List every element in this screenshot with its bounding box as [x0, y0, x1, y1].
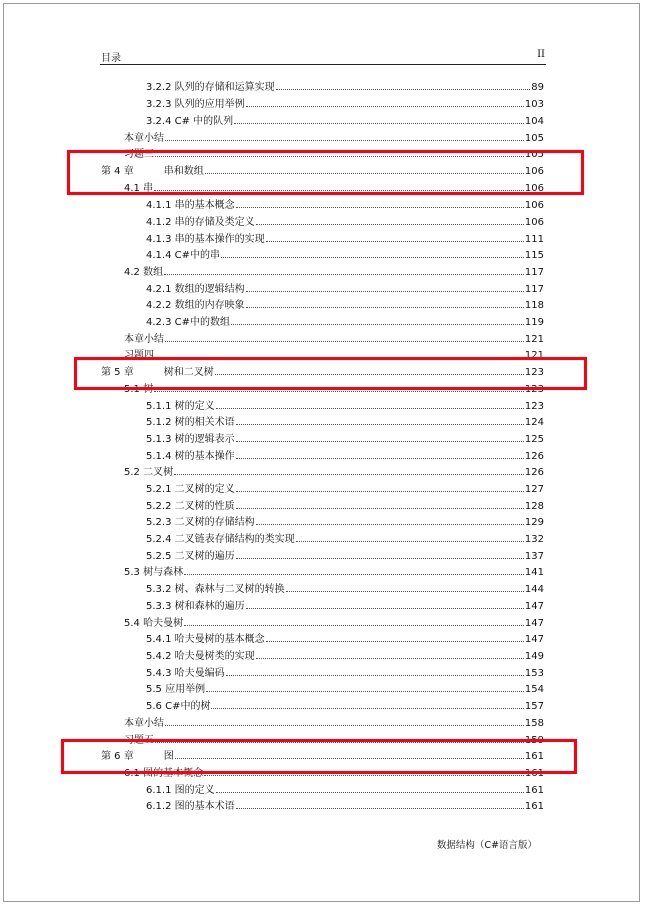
- toc-entry[interactable]: [146, 650, 544, 664]
- toc-entry[interactable]: [124, 266, 544, 280]
- toc-leader: [236, 423, 524, 425]
- toc-entry[interactable]: [146, 416, 544, 430]
- toc-entry-label: 5.2.1 二叉树的定义: [146, 484, 235, 495]
- toc-entry-page: 106: [524, 217, 544, 228]
- toc-entry-label: 4.1.4 C#中的串: [146, 250, 220, 261]
- toc-leader: [216, 407, 524, 409]
- toc-leader: [226, 674, 524, 676]
- toc-entry-label: 5.4.3 哈夫曼编码: [146, 668, 225, 679]
- toc-entry-label: 5.3.2 树、森林与二叉树的转换: [146, 584, 285, 595]
- toc-leader: [296, 540, 524, 542]
- toc-entry-label: 第 6 章 图: [101, 751, 174, 762]
- toc-entry-label: 4.1 串: [124, 183, 154, 194]
- toc-entry-page: 117: [524, 284, 544, 295]
- toc-entry-page: 149: [524, 651, 544, 662]
- toc-entry[interactable]: [146, 249, 544, 263]
- toc-leader: [236, 507, 524, 509]
- toc-entry-label: 5.6 C#中的树: [146, 701, 211, 712]
- toc-entry[interactable]: [146, 400, 544, 414]
- toc-entry[interactable]: [146, 800, 544, 814]
- toc-leader: [266, 240, 524, 242]
- toc-entry-label: 习题三: [124, 149, 154, 160]
- toc-leader: [236, 490, 524, 492]
- toc-entry[interactable]: [124, 466, 544, 480]
- toc-entry-label: 5.2 二叉树: [124, 467, 174, 478]
- toc-entry[interactable]: [146, 550, 544, 564]
- toc-entry-page: 104: [524, 116, 544, 127]
- toc-entry[interactable]: [146, 316, 544, 330]
- toc-entry-page: 105: [524, 133, 544, 144]
- toc-entry-page: 161: [524, 768, 544, 779]
- toc-entry-page: 121: [524, 350, 544, 361]
- toc-entry[interactable]: [146, 199, 544, 213]
- toc-entry[interactable]: [146, 500, 544, 514]
- toc-entry[interactable]: [146, 667, 544, 681]
- footer-book-title: 数据结构（C#语言版）: [436, 840, 537, 851]
- toc-entry-page: 158: [524, 718, 544, 729]
- toc-entry-page: 147: [524, 634, 544, 645]
- toc-leader: [165, 724, 524, 726]
- toc-entry-label: 5.1.1 树的定义: [146, 401, 215, 412]
- toc-entry[interactable]: [146, 98, 544, 112]
- toc-entry-label: 6.1.2 图的基本术语: [146, 801, 235, 812]
- toc-entry-label: 习题五: [124, 735, 154, 746]
- toc-entry-label: 5.2.3 二叉树的存储结构: [146, 517, 255, 528]
- toc-leader: [236, 440, 524, 442]
- toc-entry-page: 147: [524, 618, 544, 629]
- toc-entry-page: 123: [524, 401, 544, 412]
- toc-leader: [164, 273, 524, 275]
- toc-entry-label: 3.2.2 队列的存储和运算实现: [146, 82, 275, 93]
- toc-entry[interactable]: [124, 333, 544, 347]
- toc-entry-label: 4.2.3 C#中的数组: [146, 317, 230, 328]
- toc-entry[interactable]: [124, 717, 544, 731]
- toc-leader: [256, 657, 524, 659]
- toc-entry-page: 159: [524, 735, 544, 746]
- chapter-6-highlight-box: [61, 739, 577, 774]
- toc-entry-page: 111: [524, 234, 544, 245]
- toc-entry[interactable]: [146, 633, 544, 647]
- toc-entry-page: 118: [524, 300, 544, 311]
- toc-entry-page: 154: [524, 684, 544, 695]
- toc-entry-label: 6.1.1 图的定义: [146, 785, 215, 796]
- toc-leader: [206, 690, 524, 692]
- toc-leader: [236, 457, 524, 459]
- toc-entry-page: 115: [524, 250, 544, 261]
- toc-leader: [286, 590, 524, 592]
- toc-entry-label: 5.4.1 哈夫曼树的基本概念: [146, 634, 265, 645]
- toc-leader: [236, 807, 524, 809]
- toc-entry[interactable]: [124, 566, 544, 580]
- toc-entry[interactable]: [146, 433, 544, 447]
- toc-entry-label: 5.1.3 树的逻辑表示: [146, 434, 235, 445]
- toc-entry-label: 5.1.2 树的相关术语: [146, 417, 235, 428]
- toc-entry-label: 本章小结: [124, 334, 164, 345]
- toc-entry-label: 5.3.3 树和森林的遍历: [146, 601, 245, 612]
- toc-entry-page: 106: [524, 183, 544, 194]
- toc-leader: [256, 523, 524, 525]
- toc-entry[interactable]: [146, 600, 544, 614]
- toc-entry-label: 6.1 图的基本概念: [124, 768, 204, 779]
- toc-entry-page: 119: [524, 317, 544, 328]
- toc-entry-page: 89: [531, 82, 544, 93]
- toc-entry[interactable]: [146, 516, 544, 530]
- toc-entry[interactable]: [146, 233, 544, 247]
- toc-entry-page: 103: [524, 99, 544, 110]
- toc-entry-page: 161: [524, 785, 544, 796]
- toc-leader: [266, 640, 524, 642]
- toc-leader: [184, 624, 524, 626]
- toc-entry[interactable]: [146, 283, 544, 297]
- toc-leader: [246, 607, 524, 609]
- toc-entry-page: 147: [524, 601, 544, 612]
- toc-entry-page: 137: [524, 551, 544, 562]
- toc-entry-label: 3.2.4 C# 中的队列: [146, 116, 234, 127]
- toc-entry-label: 第 4 章 串和数组: [101, 166, 204, 177]
- toc-entry-page: 124: [524, 417, 544, 428]
- toc-entry[interactable]: [146, 299, 544, 313]
- toc-entry-label: 5.2.4 二叉链表存储结构的类实现: [146, 534, 295, 545]
- toc-entry-label: 5.2.5 二叉树的遍历: [146, 551, 235, 562]
- toc-entry[interactable]: [124, 132, 544, 146]
- toc-leader: [246, 306, 524, 308]
- toc-entry[interactable]: [146, 115, 544, 129]
- toc-entry[interactable]: [146, 700, 544, 714]
- toc-entry-label: 5.4 哈夫曼树: [124, 618, 184, 629]
- toc-leader: [221, 256, 524, 258]
- toc-leader: [165, 139, 524, 141]
- toc-entry-page: 128: [524, 501, 544, 512]
- toc-entry-page: 129: [524, 517, 544, 528]
- toc-leader: [165, 340, 524, 342]
- toc-entry[interactable]: [146, 81, 544, 95]
- header-page-number: II: [537, 49, 545, 60]
- toc-leader: [234, 122, 524, 124]
- toc-leader: [154, 390, 524, 392]
- toc-leader: [184, 573, 524, 575]
- toc-entry-page: 106: [524, 166, 544, 177]
- toc-entry-label: 5.1.4 树的基本操作: [146, 451, 235, 462]
- toc-entry-label: 5.3 树与森林: [124, 567, 184, 578]
- toc-leader: [246, 290, 524, 292]
- toc-entry[interactable]: [146, 683, 544, 697]
- toc-entry-label: 本章小结: [124, 718, 164, 729]
- toc-entry-page: 121: [524, 334, 544, 345]
- toc-entry-page: 127: [524, 484, 544, 495]
- toc-entry-label: 本章小结: [124, 133, 164, 144]
- toc-entry[interactable]: [124, 617, 544, 631]
- toc-entry-page: 105: [524, 149, 544, 160]
- toc-entry-page: 153: [524, 668, 544, 679]
- chapter-4-highlight-box: [67, 150, 584, 195]
- toc-entry-label: 5.1 树: [124, 384, 154, 395]
- toc-entry-page: 161: [524, 751, 544, 762]
- toc-entry-label: 4.1.3 串的基本操作的实现: [146, 234, 265, 245]
- toc-entry-page: 126: [524, 467, 544, 478]
- toc-leader: [256, 223, 524, 225]
- header-title: 目录: [101, 53, 121, 64]
- toc-entry-page: 123: [524, 384, 544, 395]
- toc-entry-page: 125: [524, 434, 544, 445]
- toc-entry-label: 4.1.2 串的存储及类定义: [146, 217, 255, 228]
- toc-entry[interactable]: [146, 533, 544, 547]
- toc-entry-page: 117: [524, 267, 544, 278]
- toc-entry-page: 141: [524, 567, 544, 578]
- toc-entry[interactable]: [146, 583, 544, 597]
- toc-entry-page: 123: [524, 367, 544, 378]
- toc-entry-page: 106: [524, 200, 544, 211]
- toc-entry[interactable]: [146, 483, 544, 497]
- toc-leader: [174, 473, 524, 475]
- toc-entry-label: 5.5 应用举例: [146, 684, 206, 695]
- toc-leader: [246, 105, 524, 107]
- toc-entry-label: 5.4.2 哈夫曼树类的实现: [146, 651, 255, 662]
- toc-entry-page: 144: [524, 584, 544, 595]
- toc-leader: [276, 88, 531, 90]
- toc-leader: [211, 707, 523, 709]
- toc-entry-label: 4.2 数组: [124, 267, 164, 278]
- toc-leader: [216, 791, 524, 793]
- toc-entry-page: 161: [524, 801, 544, 812]
- toc-entry-label: 3.2.3 队列的应用举例: [146, 99, 245, 110]
- toc-leader: [236, 206, 524, 208]
- toc-leader: [231, 323, 524, 325]
- toc-entry-label: 4.1.1 串的基本概念: [146, 200, 235, 211]
- toc-entry-page: 126: [524, 451, 544, 462]
- chapter-5-highlight-box: [74, 357, 587, 390]
- toc-entry[interactable]: [146, 450, 544, 464]
- toc-entry-page: 132: [524, 534, 544, 545]
- toc-entry-label: 5.2.2 二叉树的性质: [146, 501, 235, 512]
- toc-entry-label: 4.2.2 数组的内存映象: [146, 300, 245, 311]
- toc-entry-label: 4.2.1 数组的逻辑结构: [146, 284, 245, 295]
- toc-entry[interactable]: [146, 216, 544, 230]
- toc-entry-label: 习题四: [124, 350, 154, 361]
- toc-entry-label: 第 5 章 树和二叉树: [101, 367, 214, 378]
- toc-leader: [204, 774, 524, 776]
- toc-entry-page: 157: [524, 701, 544, 712]
- toc-entry[interactable]: [146, 784, 544, 798]
- toc-leader: [236, 557, 524, 559]
